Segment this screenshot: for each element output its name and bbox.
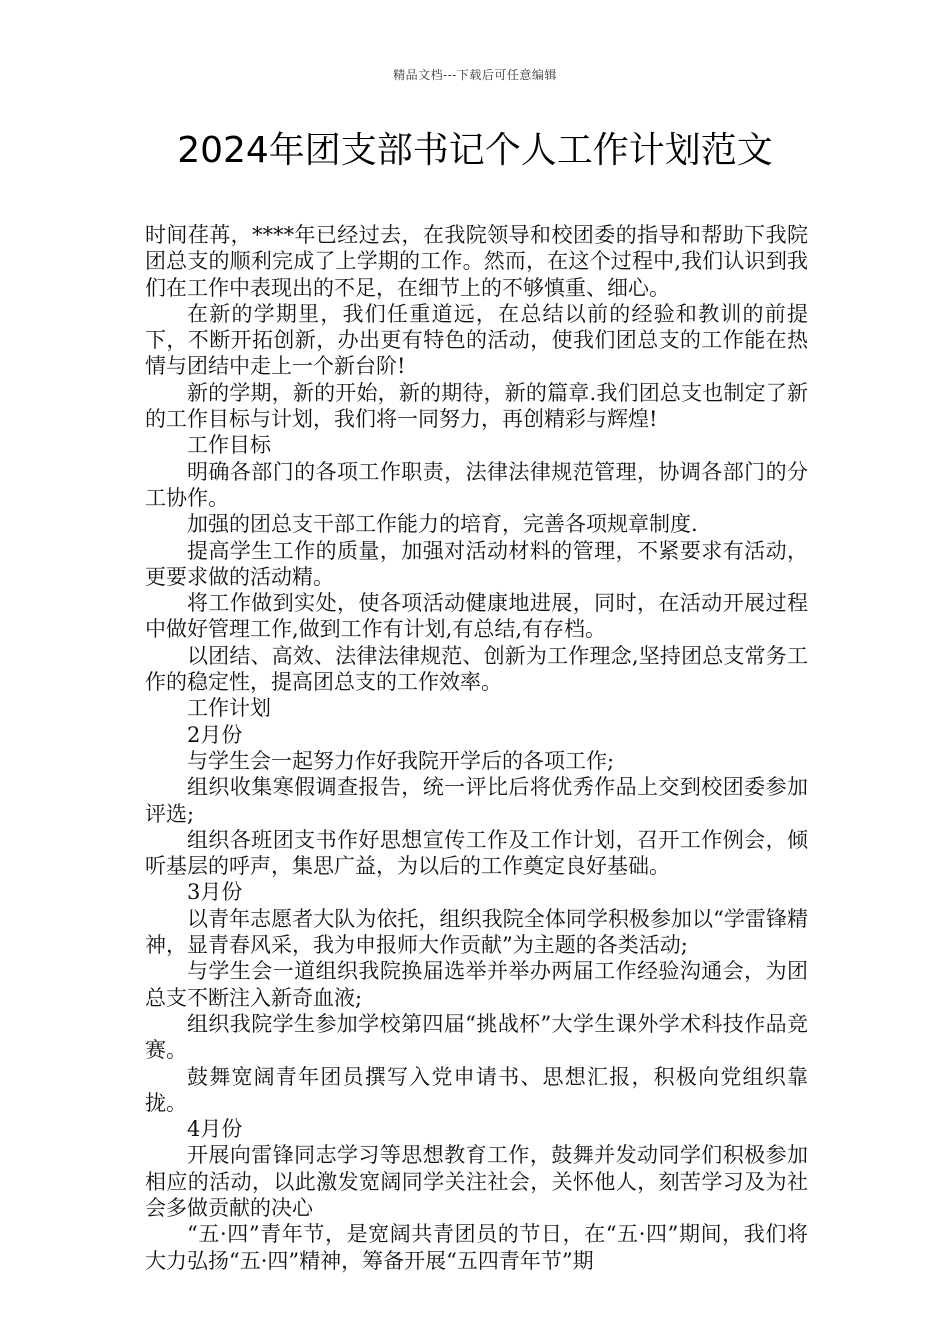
paragraph: 开展向雷锋同志学习等思想教育工作，鼓舞并发动同学们积极参加相应的活动，以此激发宽阔同学关注社会，关怀他人，刻苦学习及为社会多做贡献的决心: [145, 1143, 808, 1220]
month-heading-march: 3月份: [187, 880, 243, 905]
document-body: [145, 222, 808, 1274]
paragraph: 组织我院学生参加学校第四届“挑战杯”大学生课外学术科技作品竞赛。: [145, 1011, 808, 1063]
paragraph: “五·四”青年节，是宽阔共青团员的节日，在“五·四”期间，我们将大力弘扬“五·四”精神，筹备开展“五四青年节”期: [145, 1222, 808, 1273]
paragraph: 提高学生工作的质量，加强对活动材料的管理，不紧要求有活动，更要求做的活动精。: [145, 538, 808, 589]
paragraph: 将工作做到实处，使各项活动健康地进展，同时，在活动开展过程中做好管理工作,做到工作有计划,有总结,有存档。: [145, 591, 808, 642]
paragraph: 以团结、高效、法律法律规范、创新为工作理念,坚持团总支常务工作的稳定性，提高团总支的工作效率。: [145, 643, 808, 695]
month-heading-february: 2月份: [187, 722, 243, 747]
paragraph: 组织各班团支书作好思想宣传工作及工作计划，召开工作例会，倾听基层的呼声，集思广益，为以后的工作奠定良好基础。: [145, 827, 808, 879]
paragraph: 明确各部门的各项工作职责，法律法律规范管理，协调各部门的分工协作。: [145, 459, 808, 510]
document-title: 2024年团支部书记个人工作计划范文: [177, 130, 773, 171]
paragraph: 加强的团总支干部工作能力的培育，完善各项规章制度.: [187, 512, 698, 537]
paragraph: 鼓舞宽阔青年团员撰写入党申请书、思想汇报，积极向党组织靠拢。: [145, 1064, 808, 1115]
paragraph-intro: 时间荏苒，****年已经过去，在我院领导和校团委的指导和帮助下我院团总支的顺利完成了上学期的工作。然而，在这个过程中,我们认识到我们在工作中表现出的不足，在细节上的不够慎重、细心。: [145, 223, 808, 300]
paragraph: 在新的学期里，我们任重道远，在总结以前的经验和教训的前提下，不断开拓创新，办出更有特色的活动，使我们团总支的工作能在热情与团结中走上一个新台阶!: [145, 301, 808, 379]
paragraph: 以青年志愿者大队为依托，组织我院全体同学积极参加以“学雷锋精神，显青春风采，我为申报师大作贡献”为主题的各类活动;: [145, 906, 808, 958]
paragraph: 组织收集寒假调查报告，统一评比后将优秀作品上交到校团委参加评选;: [145, 775, 808, 826]
paragraph: 新的学期，新的开始，新的期待，新的篇章.我们团总支也制定了新的工作目标与计划，我们将一同努力，再创精彩与辉煌!: [145, 380, 808, 432]
page-header: 精品文档---下载后可任意编辑: [393, 68, 557, 82]
section-heading-plan: 工作计划: [187, 696, 271, 721]
section-heading-goals: 工作目标: [187, 433, 271, 458]
month-heading-april: 4月份: [187, 1117, 243, 1142]
paragraph: 与学生会一道组织我院换届选举并举办两届工作经验沟通会，为团总支不断注入新奇血液;: [145, 959, 808, 1010]
paragraph: 与学生会一起努力作好我院开学后的各项工作;: [187, 748, 615, 773]
